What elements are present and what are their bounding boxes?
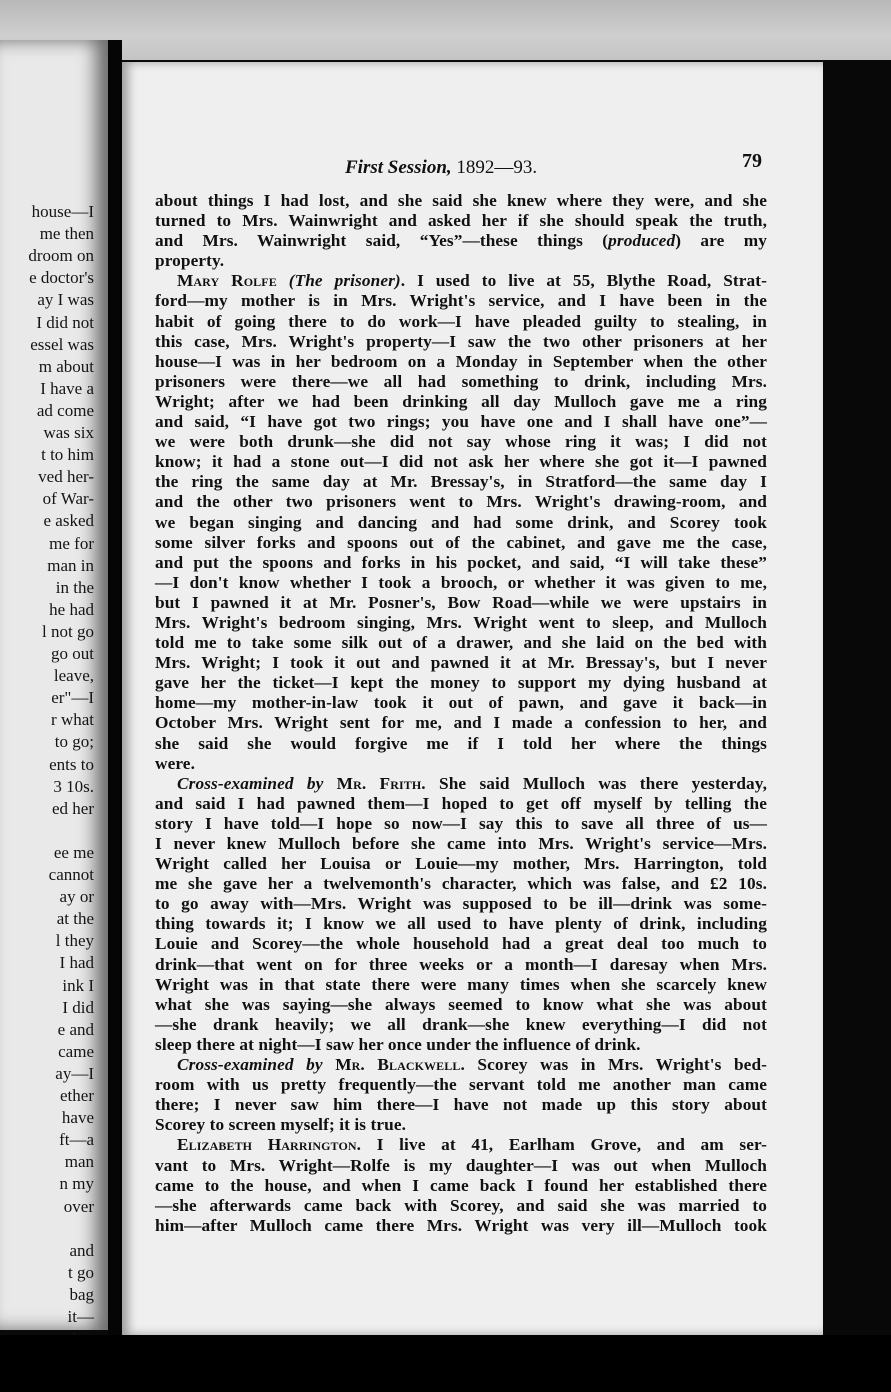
line-text: vant to Mrs. Wright—Rolfe is my daughter—I was out when Mulloch [155,1155,767,1175]
left-page-line-fragment: m about [38,356,94,376]
text-line [155,271,767,291]
left-page-line-fragment: ft—a [59,1130,94,1150]
left-page-line-fragment: of War- [42,489,94,509]
line-text: the ring the same day at Mr. Bressay's, in Stratford—the same day I [155,472,767,492]
left-page-line-fragment: bag [69,1284,94,1304]
left-page-line-fragment: ed her [51,798,94,818]
text-line [155,633,767,653]
line-text: and the other two prisoners went to Mrs. Wright's drawing-room, and [155,492,767,512]
text-line [155,553,767,573]
line-text: —I don't know whether I took a brooch, or whether it was given to me, [155,572,767,592]
line-text: . She said Mulloch was there yesterday, [421,773,768,793]
text-line [155,854,767,874]
text-line [155,693,767,713]
left-page-line-fragment: ay I was [37,290,94,310]
text-line [155,914,767,934]
left-page-line-fragment: l they [55,931,94,951]
left-page-line-fragment: ad come [36,400,94,420]
left-page-line-fragment: ay—I [55,1063,94,1083]
left-page-line-fragment: over [63,1196,94,1216]
line-text: Scorey to screen myself; it is true. [155,1115,407,1135]
left-page-line-fragment: e and [57,1019,94,1039]
text-line [155,1135,767,1155]
text-line [155,794,767,814]
speaker-qualifier: Mr. Frith [323,773,422,793]
text-line [155,1055,767,1075]
line-text: Wright was in that state there were many times when she scarcely knew [155,974,767,994]
speaker-label: Cross-examined by [177,1055,323,1075]
line-text: were. [155,753,195,773]
line-text: we were both drunk—she did not say whose ring it was; I did not [155,432,767,452]
line-text: Wright; after we had been drinking all day Mulloch gave me a ring [155,391,767,411]
text-line [155,934,767,954]
line-text: October Mrs. Wright sent for me, and I made a confession to her, and [155,713,767,733]
text-line [155,995,767,1015]
text-line [155,1095,767,1115]
text-line [155,593,767,613]
left-page-line-fragment: came [58,1041,94,1061]
line-text: and Mrs. Wainwright said, “Yes”—these things (produced) are my [155,231,768,251]
left-page-line-fragment: cannot [48,865,94,884]
left-page-line-fragment: ents to [49,754,94,774]
line-text: habit of going there to do work—I have pleaded guilty to stealing, in [155,311,767,331]
left-page-line-fragment: t to him [41,445,94,465]
text-line [155,1015,767,1035]
line-text: told me to take some silk out of a drawer, and she laid on the bed with [155,633,767,653]
line-text: Louie and Scorey—the whole household had a great deal too much to [155,934,767,954]
left-page-line-fragment: e doctor's [29,268,94,288]
line-text: thing towards it; I know we all used to have plenty of drink, including [155,914,767,934]
line-text: —she afterwards came back with Scorey, and said she was married to [155,1195,767,1215]
line-text: sleep there at night—I saw her once under the influence of drink. [155,1034,641,1054]
text-line [155,774,767,794]
text-line [155,1216,767,1236]
text-line [155,673,767,693]
line-text: prisoners were there—we all had something to drink, including Mrs. [155,371,767,391]
text-line [155,613,767,633]
text-line [155,653,767,673]
left-page-line-fragment: house—I [31,202,94,221]
line-text: some silver forks and spoons out of the cabinet, and gave me the case, [155,532,767,552]
line-text: drink—that went on for three weeks or a month—I daresay when Mrs. [155,954,767,974]
text-line [155,513,767,533]
left-page-line-fragment: t go [68,1262,94,1282]
left-page-line-fragment: I did [62,997,94,1017]
left-page-line-fragment: and [69,1240,94,1260]
text-line [155,814,767,834]
text-line [155,251,767,271]
book-gutter [108,40,122,1340]
running-head-title: First Session, [345,157,452,178]
speaker-label: Mary Rolfe [177,271,277,291]
left-page-line-fragment: he had [49,599,94,619]
page-number: 79 [742,150,762,172]
left-page-line-fragment: ether [60,1086,94,1105]
left-page-line-fragment: e asked [43,511,94,531]
left-page-line-fragment: have [61,1108,94,1128]
line-text: him—after Mulloch came there Mrs. Wright was very ill—Mulloch took [155,1215,767,1235]
text-line [155,1196,767,1216]
line-text: —she drank heavily; we all drank—she knew everything—I did not [155,1014,767,1034]
scanner-top-strip [0,0,891,60]
line-text: me she gave her a twelvemonth's character, which was false, and £2 10s. [155,874,767,894]
left-facing-page [0,40,108,1330]
text-line [155,312,767,332]
left-page-line-fragment: I had [59,953,94,973]
line-text: story I have told—I hope so now—I say this to save all three of us— [155,813,767,833]
line-text: . I live at 41, Earlham Grove, and am ser- [356,1135,767,1155]
text-line [155,332,767,352]
left-page-line-fragment: droom on [28,246,94,266]
line-text: but I pawned it at Mr. Posner's, Bow Road—while we were upstairs in [155,592,767,612]
left-page-line-fragment: go out [51,644,94,663]
left-page-line-fragment: man [64,1152,94,1172]
line-text: know; it had a stone out—I did not ask her where she got it—I pawned [155,452,767,472]
left-page-line-fragment: I have a [40,378,94,398]
text-line [155,432,767,452]
line-text: and put the spoons and forks in his pocket, and said, “I will take these” [155,552,767,572]
left-page-line-fragment: ay or [59,887,94,907]
text-line [155,1156,767,1176]
text-line [155,372,767,392]
left-page-line-fragment: to go; [54,732,94,752]
text-line [155,472,767,492]
line-text: Wright called her Louisa or Louie—my mother, Mrs. Harrington, told [155,854,767,874]
line-text: and said I had pawned them—I hoped to get off myself by telling the [155,793,767,813]
left-page-line-fragment: leave, [53,666,94,686]
line-text: Mrs. Wright's bedroom singing, Mrs. Wright went to sleep, and Mulloch [155,612,767,632]
text-line [155,492,767,512]
line-text: came to the house, and when I came back I found her established there [155,1175,767,1195]
text-line [155,291,767,311]
left-page-line-fragment: l not go [42,621,94,641]
text-line [155,874,767,894]
left-page-line-fragment: was six [43,423,94,442]
left-page-line-fragment: me then [39,224,94,244]
text-line [155,1115,767,1135]
speaker-label: Cross-examined by [177,773,324,793]
left-page-line-fragment: I did not [36,312,94,332]
line-text: what she was saying—she always seemed to know what she was about [155,994,767,1014]
text-line [155,452,767,472]
text-line [155,975,767,995]
left-page-line-fragment: essel was [30,334,94,354]
left-page-line-fragment: ee me [53,842,94,862]
text-line [155,412,767,432]
line-text: to go away with—Mrs. Wright was supposed to be ill—drink was some- [155,894,767,914]
text-line [155,713,767,733]
speaker-qualifier: Mr. Blackwell [322,1055,461,1075]
left-page-line-fragment: ink I [62,975,94,995]
text-line [155,754,767,774]
text-line [155,352,767,372]
line-text: property. [155,251,225,271]
line-text: she said she would forgive me if I told her where the things [155,733,767,753]
text-line [155,1035,767,1055]
text-line [155,955,767,975]
speaker-label: Elizabeth Harrington [177,1135,357,1155]
line-text: . I used to live at 55, Blythe Road, Strat- [400,271,768,291]
scanner-bottom-edge [0,1335,891,1392]
left-page-line-fragment: r what [51,710,94,730]
left-page-line-fragment: n my [59,1174,94,1194]
text-line [155,533,767,553]
left-page-line-fragment: at the [56,909,94,929]
text-line [155,573,767,593]
left-page-line-fragment: ved her- [38,467,94,487]
line-text: turned to Mrs. Wainwright and asked her if she should speak the truth, [155,211,767,231]
speaker-qualifier: (The prisoner) [276,271,401,291]
left-page-line-fragment: in the [55,577,94,597]
running-head-year: 1892—93. [456,157,538,178]
left-page-line-fragment: me for [49,533,94,553]
text-line [155,1176,767,1196]
line-text: room with us pretty frequently—the servant told me another man came [155,1075,767,1095]
right-dark-edge [823,60,891,1360]
line-text: ford—my mother is in Mrs. Wright's service, and I have been in the [155,291,767,311]
line-text: Mrs. Wright; I took it out and pawned it at Mr. Bressay's, but I never [155,653,767,673]
text-line [155,894,767,914]
text-line [155,211,767,231]
left-page-line-fragment: man in [47,555,94,575]
line-text: gave her the ticket—I kept the money to support my dying husband at [155,673,767,693]
running-head [345,157,537,179]
text-line [155,834,767,854]
line-text: house—I was in her bedroom on a Monday in September when the other [155,351,767,371]
left-page-line-fragment: 3 10s. [53,776,94,796]
text-line [155,1075,767,1095]
text-line [155,191,767,211]
line-text: about things I had lost, and she said she knew where they were, and she [155,191,767,210]
body-text [155,191,767,1236]
line-text: this case, Mrs. Wright's property—I saw the two other prisoners at her [155,331,767,351]
line-text: we began singing and dancing and had some drink, and Scorey took [155,512,767,532]
line-text: I never knew Mulloch before she came into Mrs. Wright's service—Mrs. [155,834,767,853]
left-page-line-fragment: er"—I [51,688,94,708]
text-line [155,734,767,754]
line-text: home—my mother-in-law took it out of pawn, and gave it back—in [155,693,767,713]
text-line [155,392,767,412]
left-page-line-fragment: it— [67,1307,94,1326]
line-text: and said, “I have got two rings; you have one and I shall have one”— [155,412,767,432]
line-text: there; I never saw him there—I have not made up this story about [155,1095,767,1115]
line-text: . Scorey was in Mrs. Wright's bed- [460,1055,768,1075]
text-line [155,231,767,251]
